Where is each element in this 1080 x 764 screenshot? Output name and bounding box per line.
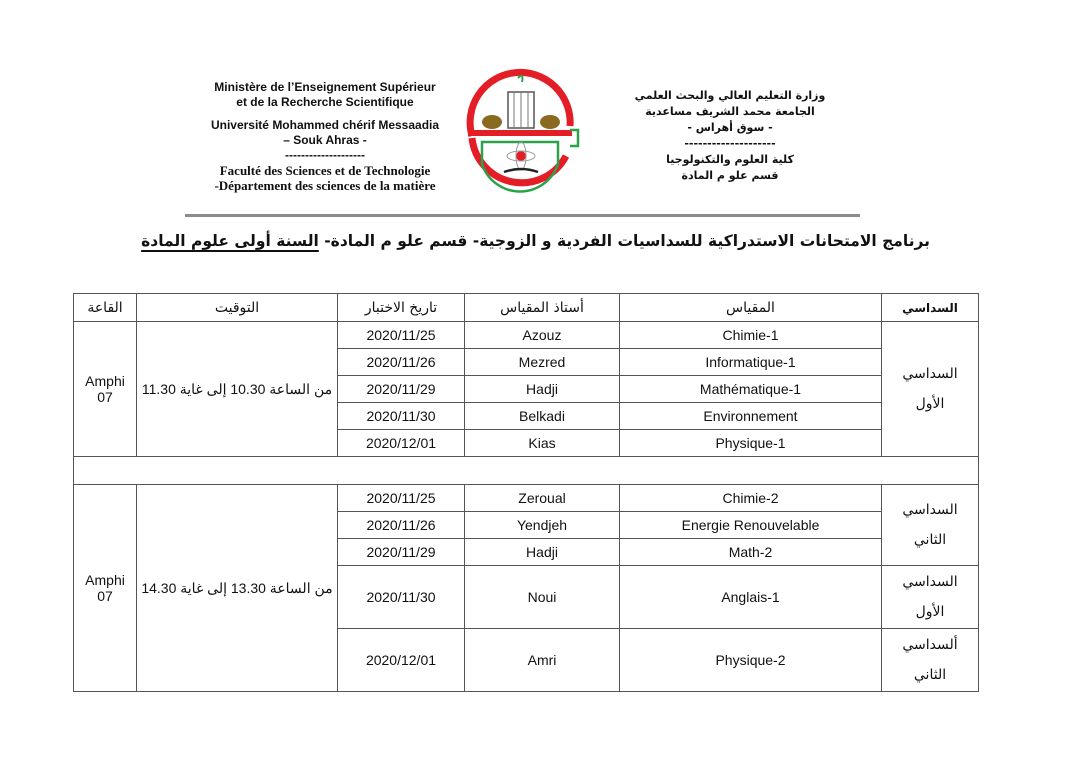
separator-row — [74, 457, 979, 485]
professor-cell: Kias — [465, 430, 620, 457]
semester-cell: ألسداسي الثاني — [882, 629, 979, 692]
professor-cell: Azouz — [465, 322, 620, 349]
university-logo — [458, 68, 583, 196]
module-cell: Chimie-1 — [620, 322, 882, 349]
header-module: المقياس — [620, 294, 882, 322]
ministry-ar: وزارة التعليم العالي والبحث العلمي — [634, 89, 826, 102]
professor-cell: Zeroual — [465, 485, 620, 512]
time-cell: من الساعة 13.30 إلى غاية 14.30 — [137, 485, 338, 692]
date-cell: 2020/11/26 — [338, 349, 465, 376]
date-cell: 2020/12/01 — [338, 629, 465, 692]
faculty-ar: كلية العلوم والتكنولوجيا — [666, 153, 794, 166]
table-row — [74, 322, 979, 349]
header-divider — [185, 214, 860, 217]
faculty-name: Faculté des Sciences et de Technologie — [219, 163, 431, 178]
module-cell: Chimie-2 — [620, 485, 882, 512]
module-cell: Physique-2 — [620, 629, 882, 692]
department-ar: قسم علو م المادة — [681, 169, 779, 182]
module-cell: Math-2 — [620, 539, 882, 566]
time-cell: من الساعة 10.30 إلى غاية 11.30 — [137, 322, 338, 457]
professor-cell: Amri — [465, 629, 620, 692]
title-main: برنامج الامتحانات الاستدراكية للسداسيات الفردية و الزوجية- قسم علو م المادة- — [324, 232, 930, 250]
date-cell: 2020/11/30 — [338, 403, 465, 430]
department-name: -Département des sciences de la matière — [214, 178, 436, 193]
date-cell: 2020/11/26 — [338, 512, 465, 539]
logo-emblem-icon — [458, 68, 583, 196]
semester-cell: السداسي الأول — [882, 566, 979, 629]
module-cell: Energie Renouvelable — [620, 512, 882, 539]
module-cell: Anglais-1 — [620, 566, 882, 629]
university-line-1: Université Mohammed chérif Messaadia — [210, 118, 440, 132]
module-cell: Mathématique-1 — [620, 376, 882, 403]
header-hall: القاعة — [74, 294, 137, 322]
date-cell: 2020/11/29 — [338, 539, 465, 566]
separator-cell — [74, 457, 979, 485]
date-cell: 2020/11/29 — [338, 376, 465, 403]
page-title — [141, 232, 930, 250]
semester-cell: السداسي الأول — [882, 322, 979, 457]
professor-cell: Hadji — [465, 376, 620, 403]
date-cell: 2020/11/25 — [338, 485, 465, 512]
semester-cell: السداسي الثاني — [882, 485, 979, 566]
city-ar: - سوق أهراس - — [687, 121, 773, 134]
header-time: التوقيت — [137, 294, 338, 322]
table-header-row — [74, 294, 979, 322]
header-semester: السداسي — [882, 294, 979, 322]
module-cell: Environnement — [620, 403, 882, 430]
professor-cell: Hadji — [465, 539, 620, 566]
professor-cell: Mezred — [465, 349, 620, 376]
professor-cell: Noui — [465, 566, 620, 629]
header-arabic — [620, 88, 840, 184]
module-cell: Physique-1 — [620, 430, 882, 457]
date-cell: 2020/12/01 — [338, 430, 465, 457]
professor-cell: Yendjeh — [465, 512, 620, 539]
title-underlined: السنة أولى علوم المادة — [141, 232, 319, 250]
ministry-line-1: Ministère de l’Enseignement Supérieur — [214, 80, 436, 94]
header-separator-ar: -------------------- — [684, 137, 776, 150]
professor-cell: Belkadi — [465, 403, 620, 430]
header-date: تاريخ الاختبار — [338, 294, 465, 322]
university-line-2: – Souk Ahras - — [283, 133, 367, 147]
hall-cell: Amphi 07 — [74, 485, 137, 692]
ministry-line-2: et de la Recherche Scientifique — [236, 95, 414, 109]
hall-cell: Amphi 07 — [74, 322, 137, 457]
header-french — [190, 80, 460, 193]
module-cell: Informatique-1 — [620, 349, 882, 376]
date-cell: 2020/11/25 — [338, 322, 465, 349]
date-cell: 2020/11/30 — [338, 566, 465, 629]
exam-schedule-table — [73, 293, 979, 692]
header-separator: -------------------- — [285, 148, 365, 162]
university-ar: الجامعة محمد الشريف مساعدية — [645, 105, 815, 118]
header-professor: أستاذ المقياس — [465, 294, 620, 322]
table-row — [74, 485, 979, 512]
